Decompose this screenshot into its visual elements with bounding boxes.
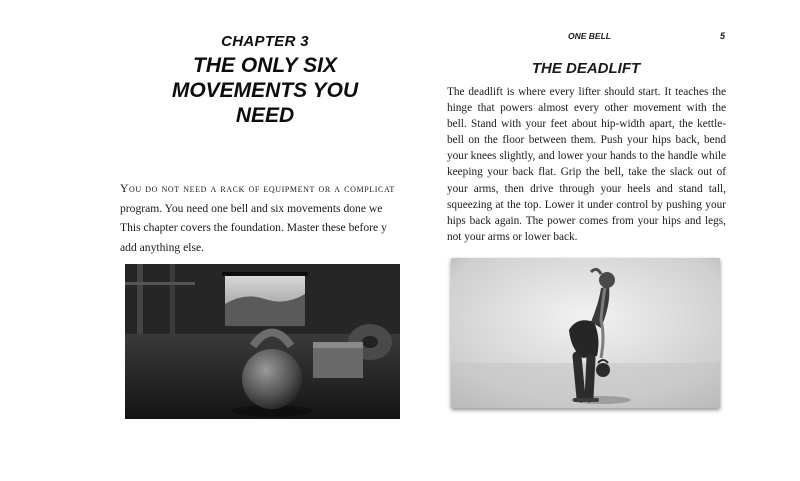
right-page [400, 0, 800, 481]
section-title: THE DEADLIFT [531, 60, 641, 77]
gym-kettlebell-image [125, 264, 400, 419]
intro-line: program. You need one bell and six movements done we [120, 201, 383, 215]
running-header-title: ONE BELL [568, 31, 611, 41]
gym-kettlebell-photo [125, 264, 400, 419]
intro-line: You do not need a rack of equipment or a complicat [120, 182, 395, 195]
intro-line: add anything else. [120, 240, 205, 254]
deadlift-paragraph: The deadlift is where every lifter should start. It teaches the hinge that powers almost every other movement with the bell. Stand with your feet about hip-width apart, the kettle-bell on the floor between them. Push your hips back, bend your knees slightly, and lower your hands to the handle while keeping your back flat. Grip the bell, take the slack out of your arms, then drive through your heels and stand tall, squeezing at the top. Lower it under control by pushing your hips back again. The power comes from your hips and legs, not your arms or lower back. [447, 86, 726, 243]
woman-deadlift-image [451, 258, 720, 408]
chapter-label: CHAPTER 3 [221, 33, 309, 50]
chapter-title-line-2: MOVEMENTS YOU NEED [171, 79, 359, 127]
chapter-title [150, 53, 380, 128]
deadlift-photo [451, 258, 720, 408]
intro-line: This chapter covers the foundation. Master these before y [120, 221, 387, 234]
chapter-title-line-1: THE ONLY SIX [193, 54, 337, 77]
page-number: 5 [720, 31, 726, 41]
chapter-intro-paragraph [120, 179, 400, 257]
chapter-heading [150, 33, 380, 128]
